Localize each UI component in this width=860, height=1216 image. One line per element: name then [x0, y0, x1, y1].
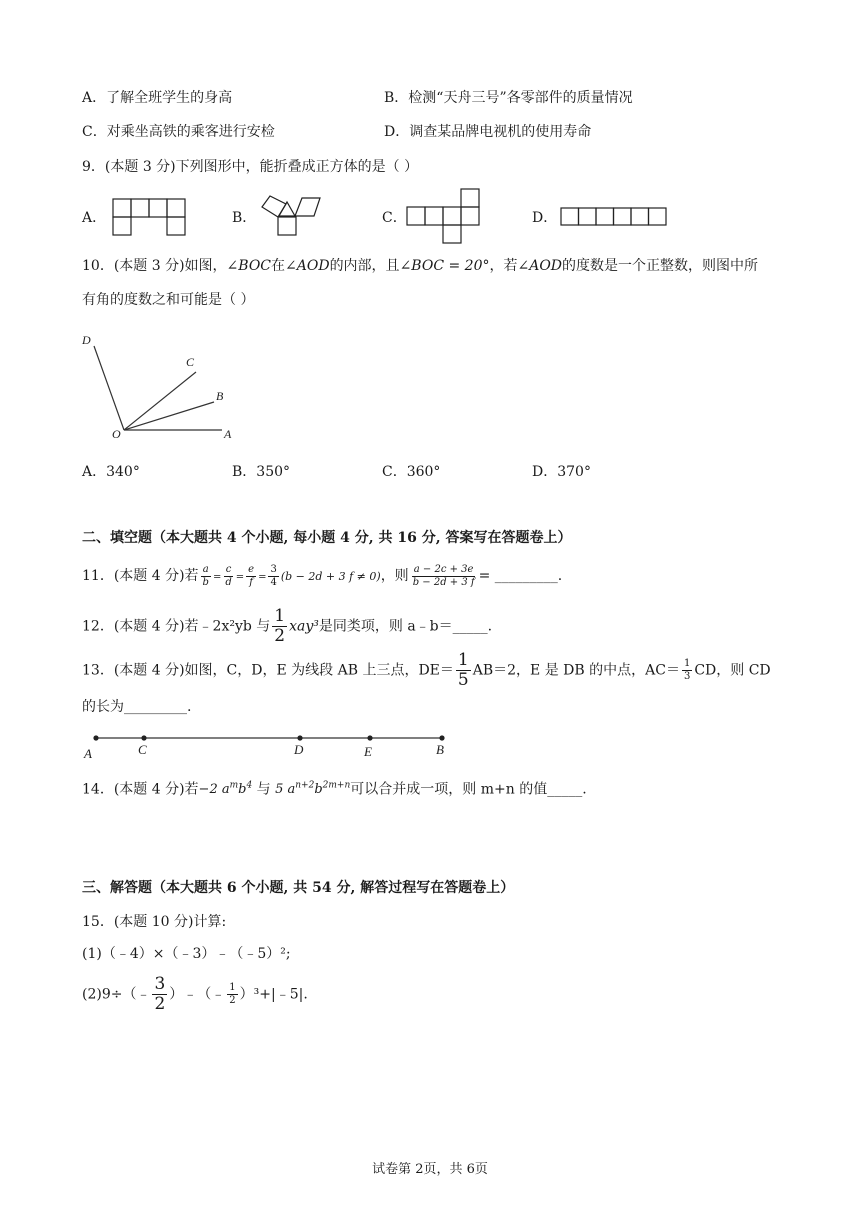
point-e: E: [364, 744, 372, 759]
frac-a-b: $\frac{a}{b}$: [202, 563, 209, 588]
label-d: D: [82, 333, 91, 347]
section2-title: 二、填空题（本大题共 4 个小题, 每小题 4 分, 共 16 分, 答案写在答题卷上）: [82, 530, 572, 546]
q9-net-b: [258, 194, 326, 242]
label-c: C: [186, 355, 195, 369]
q8-option-d: D．调查某品牌电视机的使用寿命: [384, 124, 592, 140]
q9-net-a: [112, 198, 186, 238]
q9-option-c-label: C．: [382, 210, 407, 226]
q9-option-d-label: D．: [532, 210, 558, 226]
q10-angle-figure: [76, 330, 246, 446]
label-b: B: [216, 389, 224, 403]
frac-c-d: $\frac{c}{d}$: [225, 563, 232, 588]
label-o: O: [112, 427, 121, 441]
frac-e-f: $\frac{e}{f}$: [248, 563, 255, 588]
q11-target-fraction: $\frac{a - 2c + 3e}{b - 2d + 3 f}$: [412, 563, 475, 588]
point-c: C: [138, 742, 147, 757]
q10-option-b: B．350°: [232, 464, 291, 480]
point-b: B: [436, 742, 444, 757]
label-a: A: [224, 427, 232, 441]
q13-line2: 的长为_________.: [82, 699, 192, 715]
frac-1-5: $\frac{1}{5}$: [457, 650, 469, 690]
q14-term2: 5 $a^{n+2}b^{2m+n}$: [275, 781, 351, 798]
angle-aod: ∠AOD: [285, 258, 330, 274]
q9-option-b-label: B．: [232, 210, 257, 226]
q15-part2: (2)9÷（﹣ $\frac{3}{2}$ ）﹣（﹣ $\frac{1}{2}$ ）³+|﹣5|.: [82, 974, 308, 1014]
q9-stem: 9．(本题 3 分)下列图形中，能折叠成正方体的是（ ）: [82, 159, 419, 175]
q10-option-a: A．340°: [82, 464, 140, 480]
frac-3-2: $\frac{3}{2}$: [154, 974, 166, 1014]
angle-boc: ∠BOC: [226, 258, 272, 274]
q12: 12．(本题 4 分)若﹣2x²yb 与 $\frac{1}{2}$ xay³是同类项，则 a﹣b＝_____.: [82, 606, 493, 646]
section3-title: 三、解答题（本大题共 6 个小题, 共 54 分, 解答过程写在答题卷上）: [82, 880, 515, 896]
q10-option-d: D．370°: [532, 464, 591, 480]
q13-segment-figure: [80, 728, 460, 762]
q10-stem-line2: 有角的度数之和可能是（ ）: [82, 292, 255, 308]
frac-3-4: $\frac{3}{4}$: [270, 563, 277, 588]
q15-stem: 15．(本题 10 分)计算:: [82, 914, 227, 930]
point-a: A: [84, 746, 92, 761]
q9-net-c: [406, 188, 480, 244]
point-d: D: [294, 742, 304, 757]
q15-part1: (1)（﹣4）×（﹣3）﹣（﹣5）²;: [82, 946, 291, 962]
q11: 11．(本题 4 分)若 $\frac{a}{b}$ = $\frac{c}{d}$ = $\frac{e}{f}$ = $\frac{3}{4}$ (b − 2d + 3 f ≠ 0)，则 $\frac{a - 2c + 3e}{b - 2d + 3 f}$ = _________.: [82, 563, 563, 588]
q14: 14．(本题 4 分)若−2 $a^mb^4$ 与 5 $a^{n+2}b^{2m+n}$可以合并成一项，则 m+n 的值_____.: [82, 781, 587, 798]
q8-option-a: A．了解全班学生的身高: [82, 90, 233, 106]
angle-equation: ∠BOC = 20°: [399, 258, 490, 274]
q8-option-c: C．对乘坐高铁的乘客进行安检: [82, 124, 275, 140]
q9-net-d: [560, 206, 668, 228]
q8-option-b: B．检测“天舟三号”各零部件的质量情况: [384, 90, 633, 106]
q14-term1: −2 $a^mb^4$: [198, 781, 253, 798]
frac-1-3: $\frac{1}{3}$: [683, 658, 691, 682]
q10-option-c: C．360°: [382, 464, 441, 480]
frac-1-2-small: $\frac{1}{2}$: [229, 982, 236, 1006]
q9-option-a-label: A．: [82, 210, 107, 226]
page-footer: 试卷第 2页，共 6页: [372, 1162, 488, 1177]
q10-stem-line1: 10．(本题 3 分)如图，∠BOC在∠AOD的内部，且∠BOC = 20°，若∠AOD的度数是一个正整数，则图中所: [82, 258, 759, 274]
frac-1-2: $\frac{1}{2}$: [274, 606, 286, 646]
q13-line1: 13．(本题 4 分)如图，C，D，E 为线段 AB 上三点，DE＝ $\frac{1}{5}$ AB＝2，E 是 DB 的中点，AC＝ $\frac{1}{3}$ CD，则 CD: [82, 650, 771, 690]
